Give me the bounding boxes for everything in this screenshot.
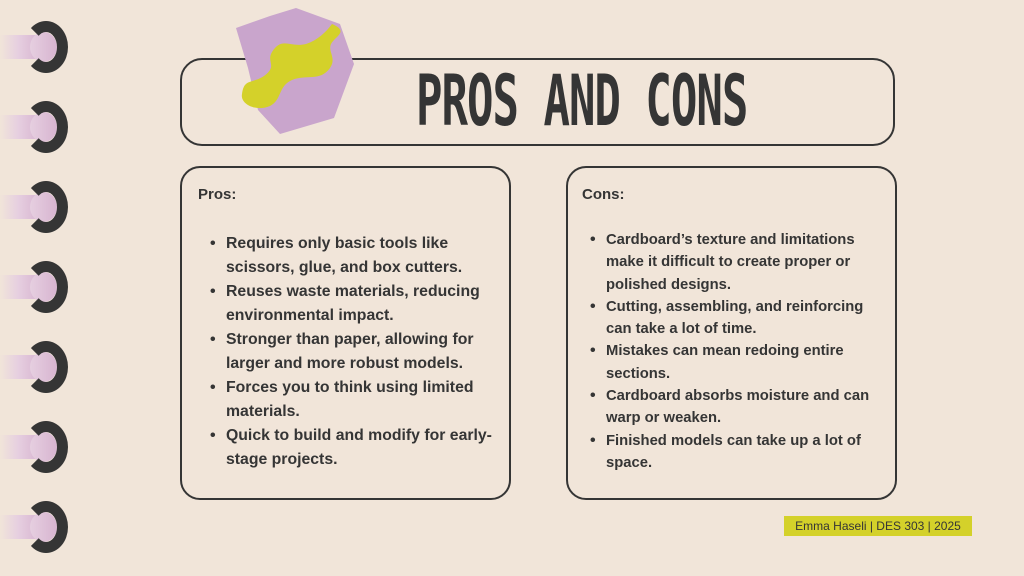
binding-ring-icon	[0, 261, 70, 313]
cons-heading: Cons:	[582, 186, 625, 203]
list-item: • Cutting, assembling, and reinforcing can take a lot of time.	[590, 296, 890, 341]
pros-list	[210, 232, 510, 472]
binding-ring-icon	[0, 181, 70, 233]
list-item: • Quick to build and modify for early-stage projects.	[210, 424, 510, 472]
list-item: • Forces you to think using limited materials.	[210, 376, 510, 424]
pros-card	[180, 166, 511, 500]
binding-ring-icon	[0, 341, 70, 393]
list-item: • Stronger than paper, allowing for larger and more robust models.	[210, 328, 510, 376]
binding-ring-icon	[0, 21, 70, 73]
pros-heading: Pros:	[198, 186, 237, 203]
list-item: • Reuses waste materials, reducing environmental impact.	[210, 280, 510, 328]
list-item: • Cardboard’s texture and limitations make it difficult to create proper or polished designs.	[590, 229, 890, 296]
author-tag: Emma Haseli | DES 303 | 2025	[784, 516, 972, 536]
cons-list	[590, 229, 890, 474]
binding-ring-icon	[0, 101, 70, 153]
cons-card	[566, 166, 897, 500]
list-item: • Cardboard absorbs moisture and can warp or weaken.	[590, 385, 890, 430]
binding-ring-icon	[0, 501, 70, 553]
binding-ring-icon	[0, 421, 70, 473]
list-item: • Requires only basic tools like scissors, glue, and box cutters.	[210, 232, 510, 280]
page-title: PROS AND CONS	[416, 60, 748, 143]
sticker-icon	[230, 6, 358, 134]
list-item: • Mistakes can mean redoing entire sections.	[590, 340, 890, 385]
list-item: • Finished models can take up a lot of space.	[590, 430, 890, 475]
